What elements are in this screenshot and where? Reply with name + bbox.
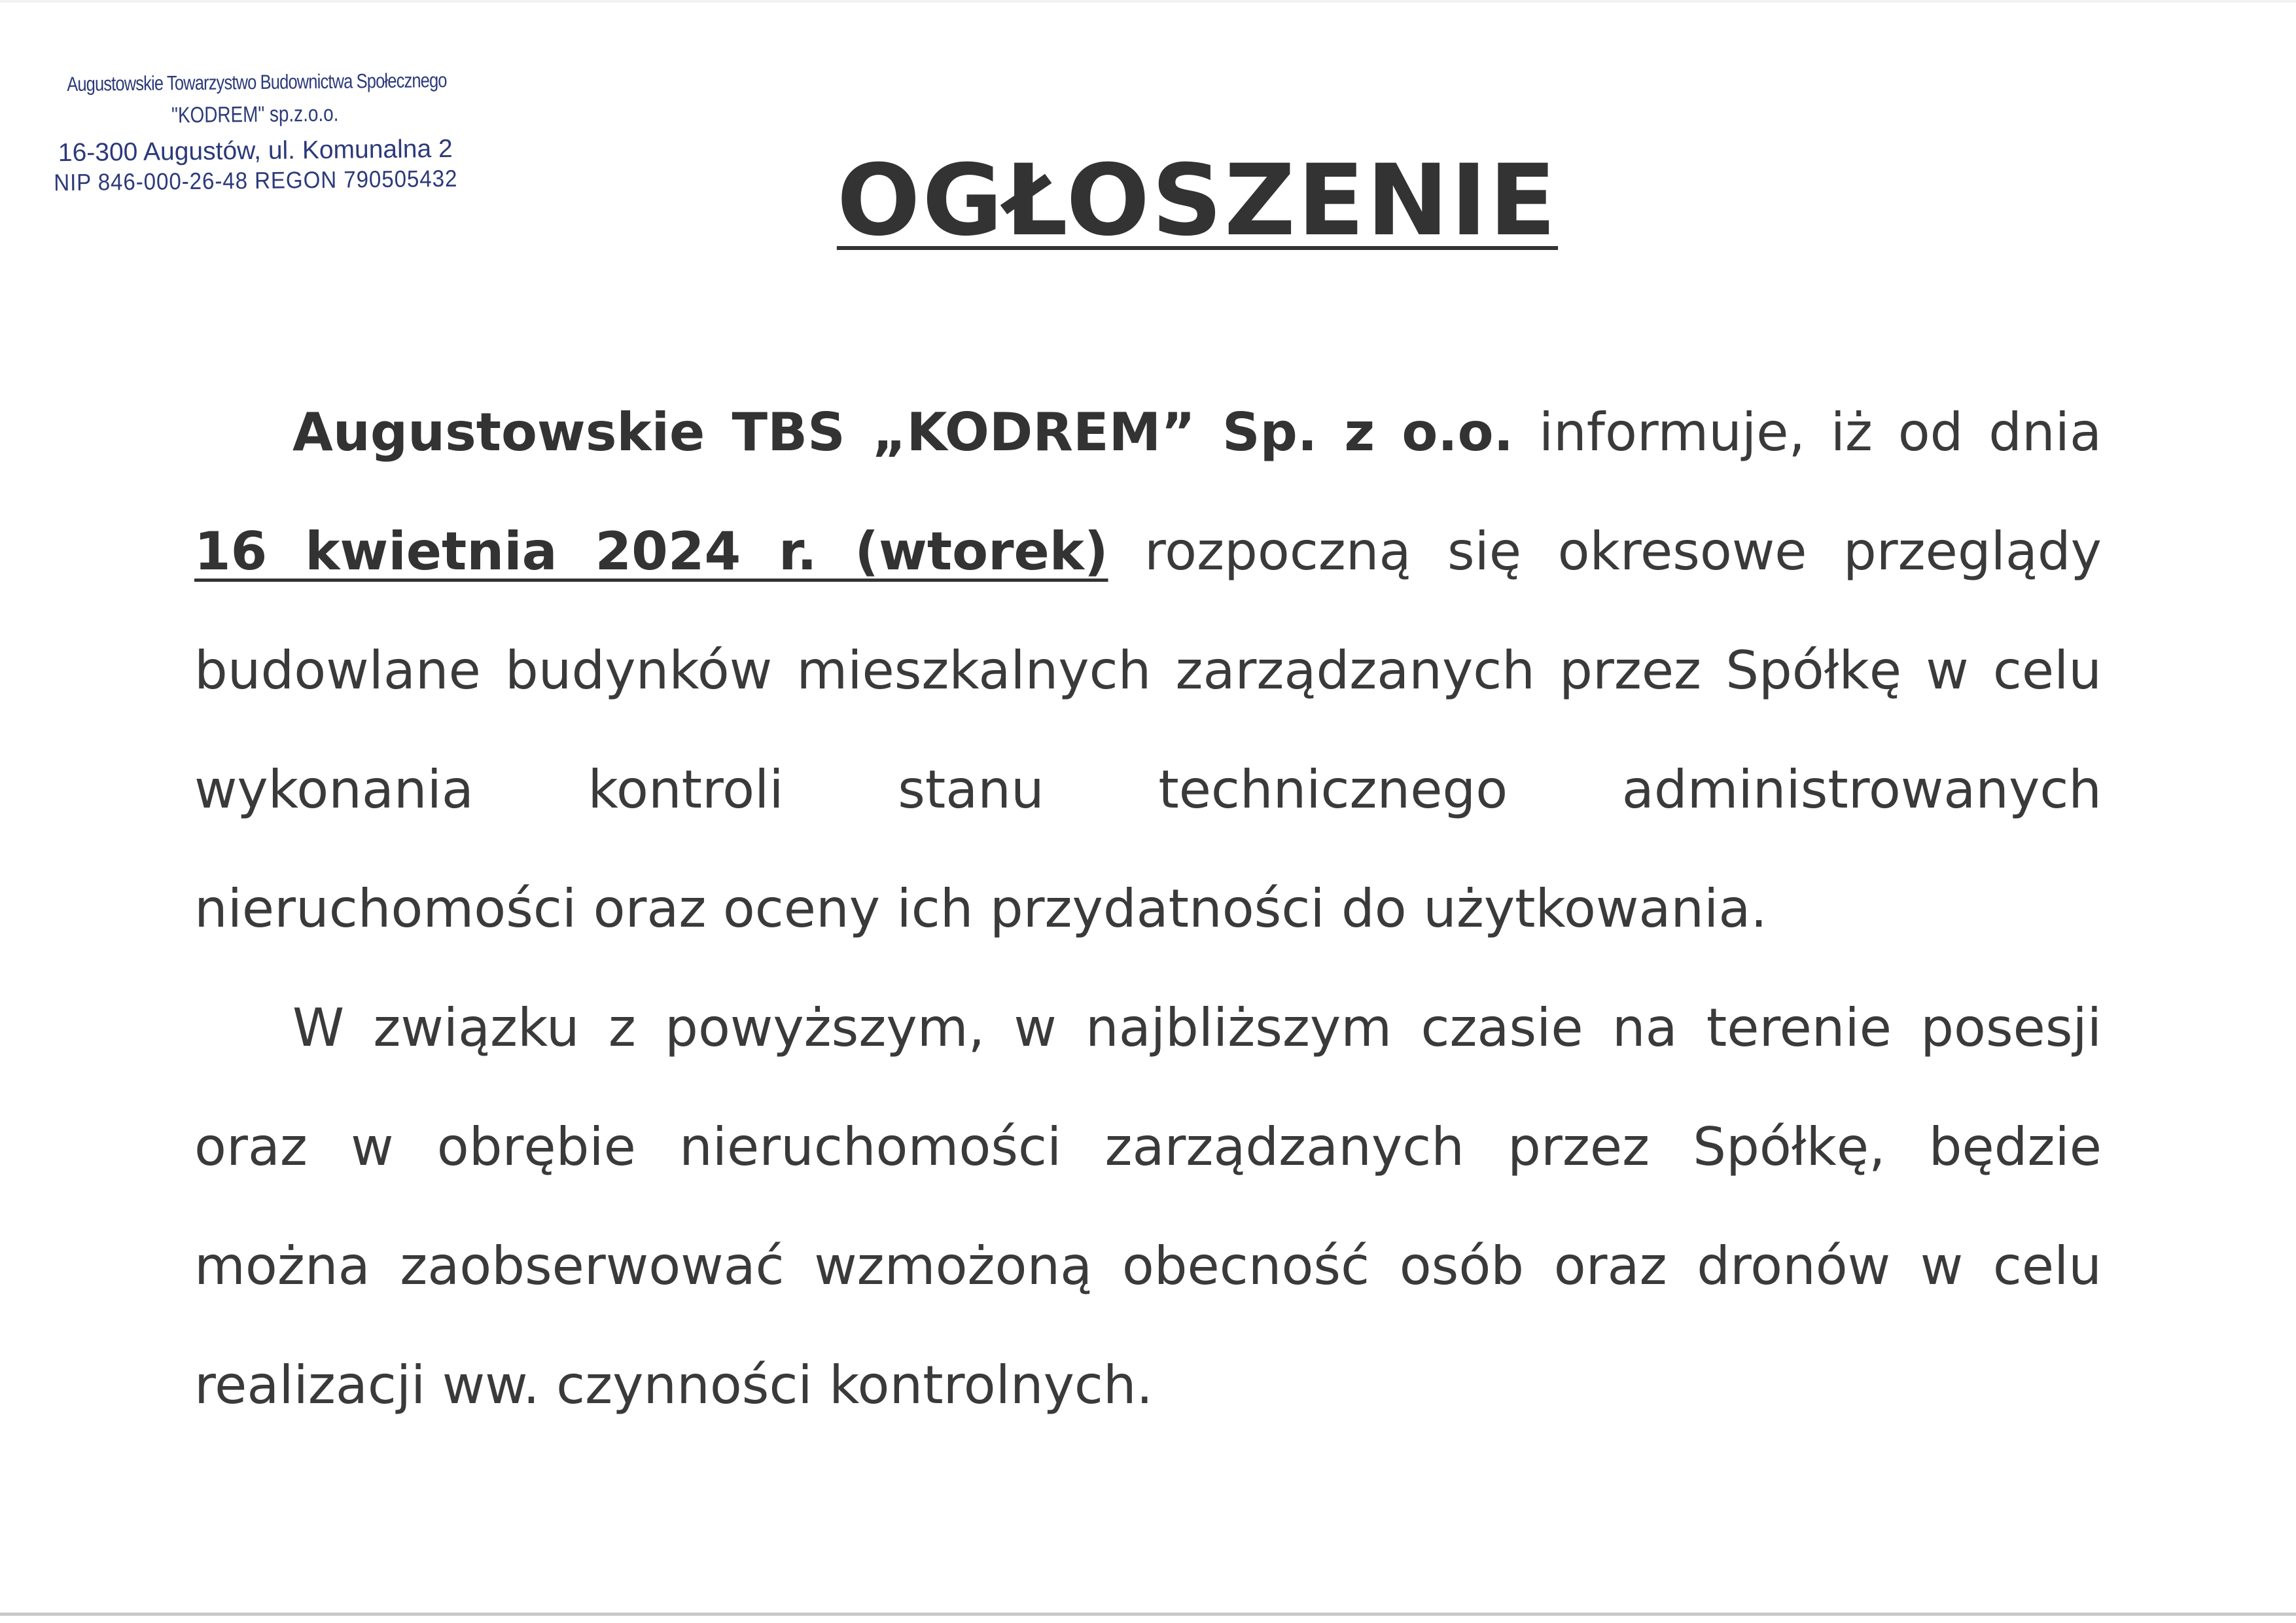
paragraph-2: W związku z powyższym, w najbliższym czasie na terenie posesji oraz w obrębie nieruchomości zarządzanych przez Spółkę, będzie można zaobserwować wzmożoną obecność osób oraz dronów w celu realizacji ww. czynności kontrolnych.	[194, 997, 2102, 1416]
document-title	[654, 144, 1740, 258]
stamp-company-short: "KODREM" sp.z.o.o.	[171, 101, 339, 128]
bottom-border	[0, 1613, 2296, 1616]
paragraph-1	[194, 373, 2102, 969]
stamp-company-name: Augustowskie Towarzystwo Budownictwa Społecznego	[67, 68, 447, 96]
top-border	[0, 0, 2296, 3]
company-name: Augustowskie TBS „KODREM” Sp. z o.o.	[292, 402, 1514, 463]
stamp-registration: NIP 846-000-26-48 REGON 790505432	[54, 164, 458, 196]
announcement-body	[194, 373, 2102, 1445]
paragraph-1-rest: rozpoczną się okresowe przeglądy budowlane budynków mieszkalnych zarządzanych przez Spółkę w celu wykonania kontroli stanu technicznego administrowanych nieruchomości oraz oceny ich przydatności do użytkowania.	[194, 521, 2102, 939]
inspection-date: 16 kwietnia 2024 r. (wtorek)	[194, 521, 1108, 582]
document-title-text: OGŁOSZENIE	[836, 144, 1559, 258]
paragraph-1-intro: informuje, iż od dnia	[1513, 402, 2102, 463]
company-stamp	[26, 68, 485, 196]
stamp-address: 16-300 Augustów, ul. Komunalna 2	[58, 134, 453, 168]
